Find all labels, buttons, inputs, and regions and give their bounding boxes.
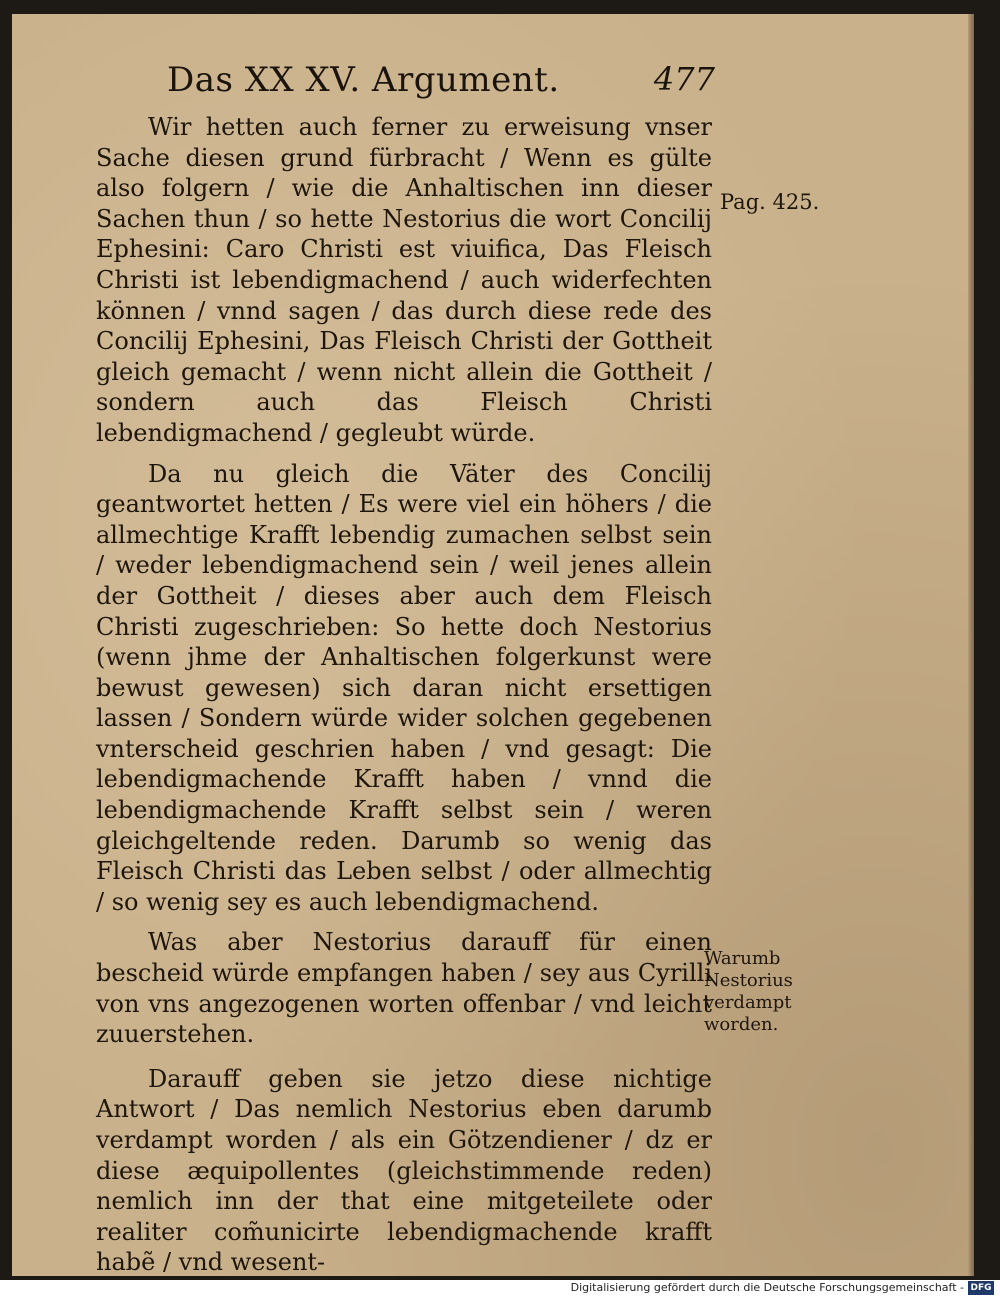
marginal-note-line: verdampt bbox=[704, 992, 792, 1013]
running-head: Das XX XV. Argument. bbox=[167, 60, 560, 100]
paragraph-2: Da nu gleich die Väter des Concilij geantwortet hetten / Es were viel ein höhers / die allmechtige Krafft lebendig zumachen selbst sein / weder lebendigmachend sein / weil jenes allein der Gottheit / dieses aber auch dem Fleisch Christi zugeschrieben: So hette doch Nestorius (wenn jhme der Anhaltischen folgerkunst were bewust gewesen) sich daran nicht ersettigen lassen / Sondern würde wider solchen gegebenen vnterscheid geschrien haben / vnd gesagt: Die lebendigmachende Krafft haben / vnnd die lebendigmachende Krafft selbst sein / weren gleichgeltende reden. Darumb so wenig das Fleisch Christi das Leben selbst / oder allmechtig / so wenig sey es auch lebendigmachend. bbox=[96, 459, 712, 916]
page-header bbox=[155, 56, 715, 104]
marginal-note bbox=[704, 948, 814, 1036]
main-text bbox=[96, 112, 712, 1278]
paragraph-1: Wir hetten auch ferner zu erweisung vnser Sache diesen grund fürbracht / Wenn es gülte also folgern / wie die Anhaltischen inn dieser Sachen thun / so hette Nestorius die wort Concilij Ephesini: Caro Christi est viuifica, Das Fleisch Christi ist lebendigmachend / auch widerfechten können / vnnd sagen / das durch diese rede des Concilij Ephesini, Das Fleisch Christi der Gottheit gleich gemacht / wenn nicht allein die Gottheit / sondern auch das Fleisch Christi lebendigmachend / gegleubt würde. bbox=[96, 113, 712, 447]
page-edge bbox=[968, 14, 974, 1276]
paragraph-4: Darauff geben sie jetzo diese nichtige Antwort / Das nemlich Nestorius eben darumb verdampt worden / als ein Götzendiener / dz er diese æquipollentes (gleichstimmende reden) nemlich inn der that eine mitgeteilete oder realiter com̃unicirte lebendigmachende krafft habẽ / vnd wesent- bbox=[96, 1064, 712, 1277]
marginal-note-line: Warumb bbox=[704, 948, 781, 969]
page-number: 477 bbox=[653, 60, 715, 98]
funding-credit: Digitalisierung gefördert durch die Deutsche Forschungsgemeinschaft - bbox=[570, 1281, 964, 1294]
dfg-logo: DFG bbox=[968, 1281, 994, 1295]
footer-bar bbox=[0, 1280, 1000, 1298]
marginal-page-reference: Pag. 425. bbox=[720, 190, 820, 214]
marginal-note-line: worden. bbox=[704, 1014, 779, 1035]
marginal-note-line: Nestorius bbox=[704, 970, 793, 991]
paragraph-3: Was aber Nestorius darauff für einen bescheid würde empfangen haben / sey aus Cyrilli von vns angezogenen worten offenbar / vnd leicht zuuerstehen. bbox=[96, 928, 712, 1049]
